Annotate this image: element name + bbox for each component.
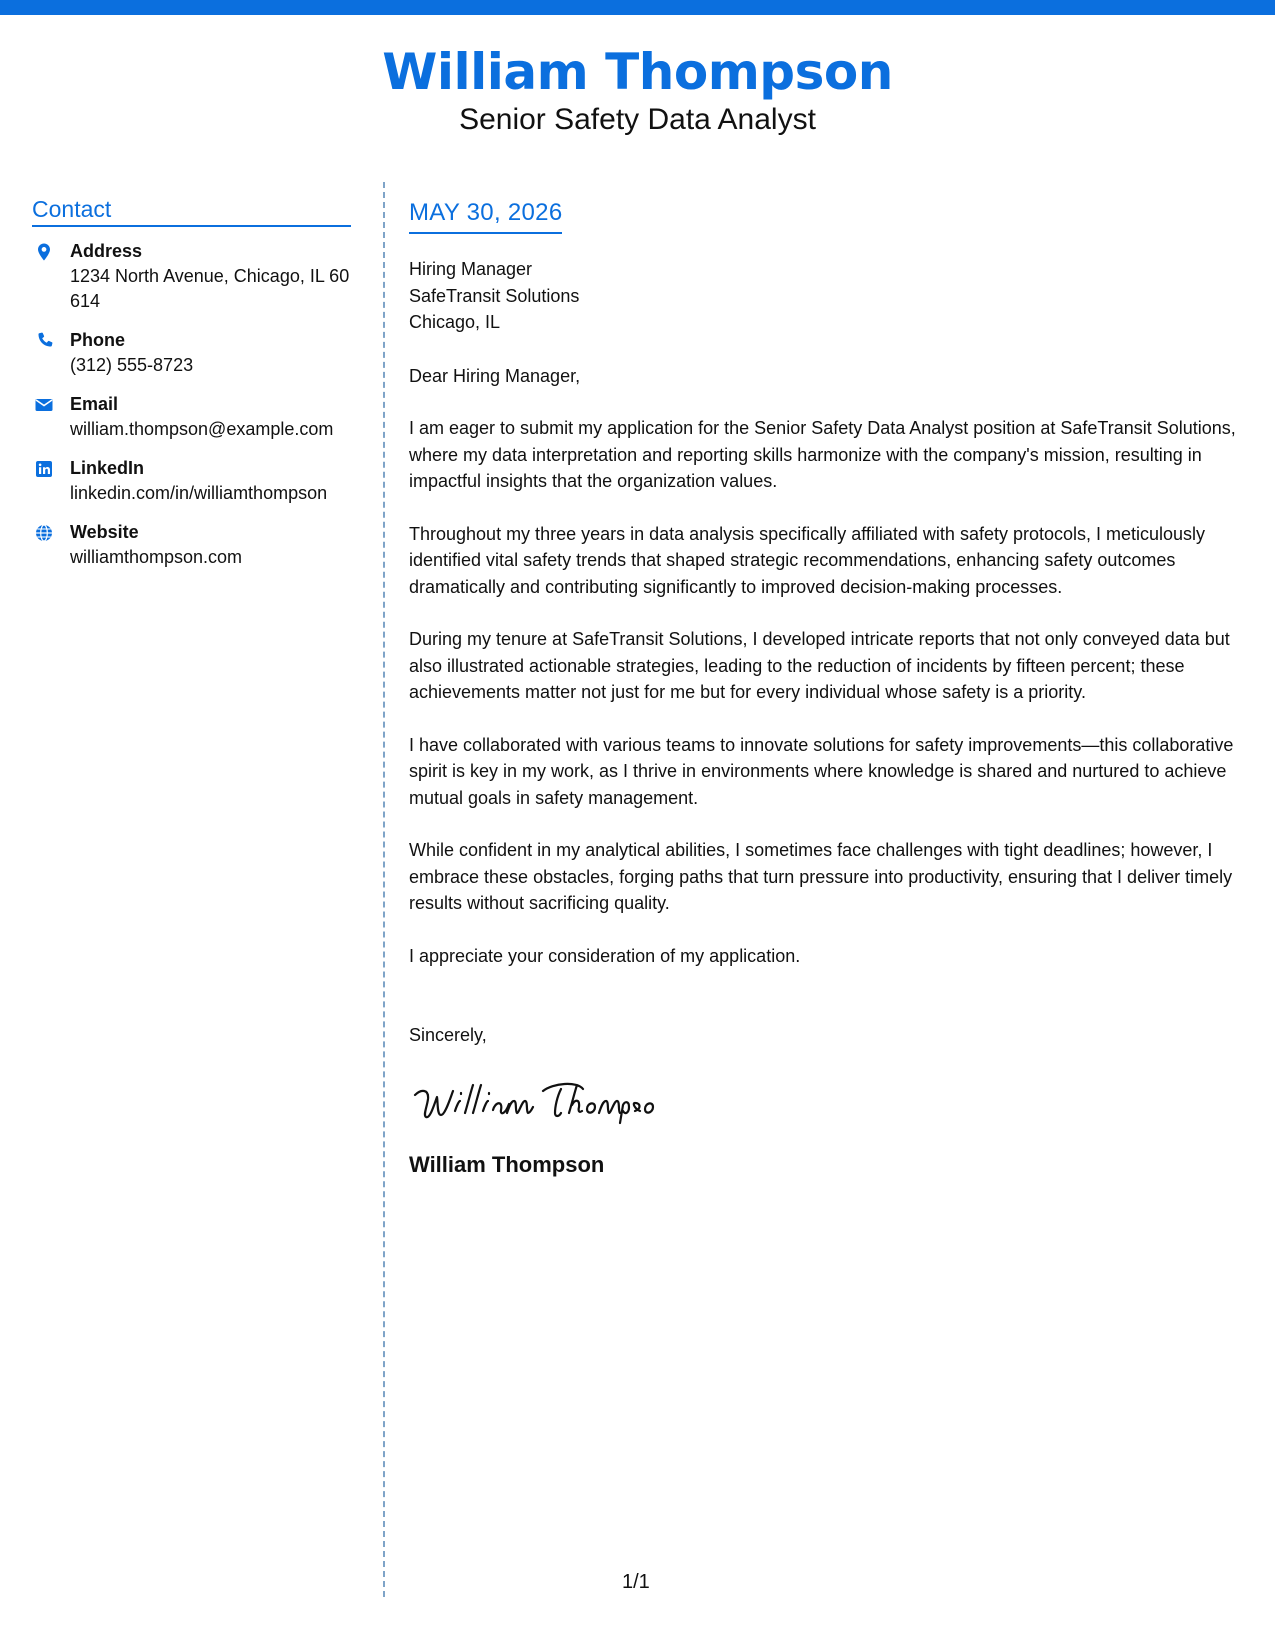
contact-label: Address [70,241,143,261]
body-paragraph: During my tenure at SafeTransit Solutions, I developed intricate reports that not only conveyed data but also illustrated actionable strategies, leading to the reduction of incidents by fifteen percent; these achievements matter not just for me but for every individual whose safety is a priority. [409,629,1230,702]
contact-item-website [32,520,351,570]
envelope-icon [34,395,54,415]
contact-value: linkedin.com/in/williamthompson [70,483,328,503]
phone-icon [34,331,54,351]
closing: Sincerely, [409,1025,487,1045]
recipient-line: Chicago, IL [409,312,501,332]
contact-label: Website [70,522,139,542]
contact-item-phone [32,328,351,378]
body-paragraph: I have collaborated with various teams to innovate solutions for safety improvements—this collaborative spirit is key in my work, as I thrive in environments where knowledge is shared and nurtured to achieve mutual goals in safety management. [409,734,1234,808]
contact-heading: Contact [32,195,351,227]
recipient-block [409,256,1251,336]
recipient-line: Hiring Manager [409,259,533,279]
contact-label: Phone [70,330,126,350]
globe-icon [34,523,54,543]
linkedin-icon [34,459,54,479]
body-paragraph: Throughout my three years in data analysis specifically affiliated with safety protocols, I meticulously identified vital safety trends that shaped strategic recommendations, enhancing safety outcomes dramatically and contributing significantly to improved decision-making processes. [409,523,1206,597]
top-accent-bar [0,0,1275,15]
body-paragraph: While confident in my analytical abilities, I sometimes face challenges with tight deadlines; however, I embrace these obstacles, forging paths that turn pressure into productivity, ensuring that I deliver timely results without sacrificing quality. [409,840,1233,913]
contact-value: 1234 North Avenue, Chicago, IL 60614 [70,266,350,311]
salutation: Dear Hiring Manager, [409,365,581,386]
contact-sidebar [32,195,351,584]
letter-body [409,198,1251,1179]
handwritten-signature [409,1077,1251,1129]
body-paragraph: I am eager to submit my application for the Senior Safety Data Analyst position at SafeTransit Solutions, where my data interpretation and reporting skills harmonize with the company's mission, resulting in impactful insights that the organization values. [409,418,1236,491]
recipient-line: SafeTransit Solutions [409,285,580,306]
body-paragraph: I appreciate your consideration of my application. [409,945,801,966]
location-pin-icon [34,242,54,262]
contact-value: (312) 555-8723 [70,355,194,375]
contact-item-address [32,239,351,314]
applicant-name: William Thompson [382,43,893,101]
contact-label: LinkedIn [70,458,145,478]
contact-item-email [32,392,351,442]
signed-name: William Thompson [409,1151,605,1177]
applicant-job-title: Senior Safety Data Analyst [459,103,816,136]
letter-header [0,42,1275,138]
contact-label: Email [70,394,119,414]
contact-list [32,239,351,570]
page-number-text: 1/1 [622,1571,650,1593]
letter-date: MAY 30, 2026 [409,199,563,226]
column-divider [383,182,385,1597]
contact-value: william.thompson@example.com [70,419,334,439]
contact-item-linkedin [32,456,351,506]
date-block [409,198,562,234]
contact-value: williamthompson.com [70,547,243,567]
